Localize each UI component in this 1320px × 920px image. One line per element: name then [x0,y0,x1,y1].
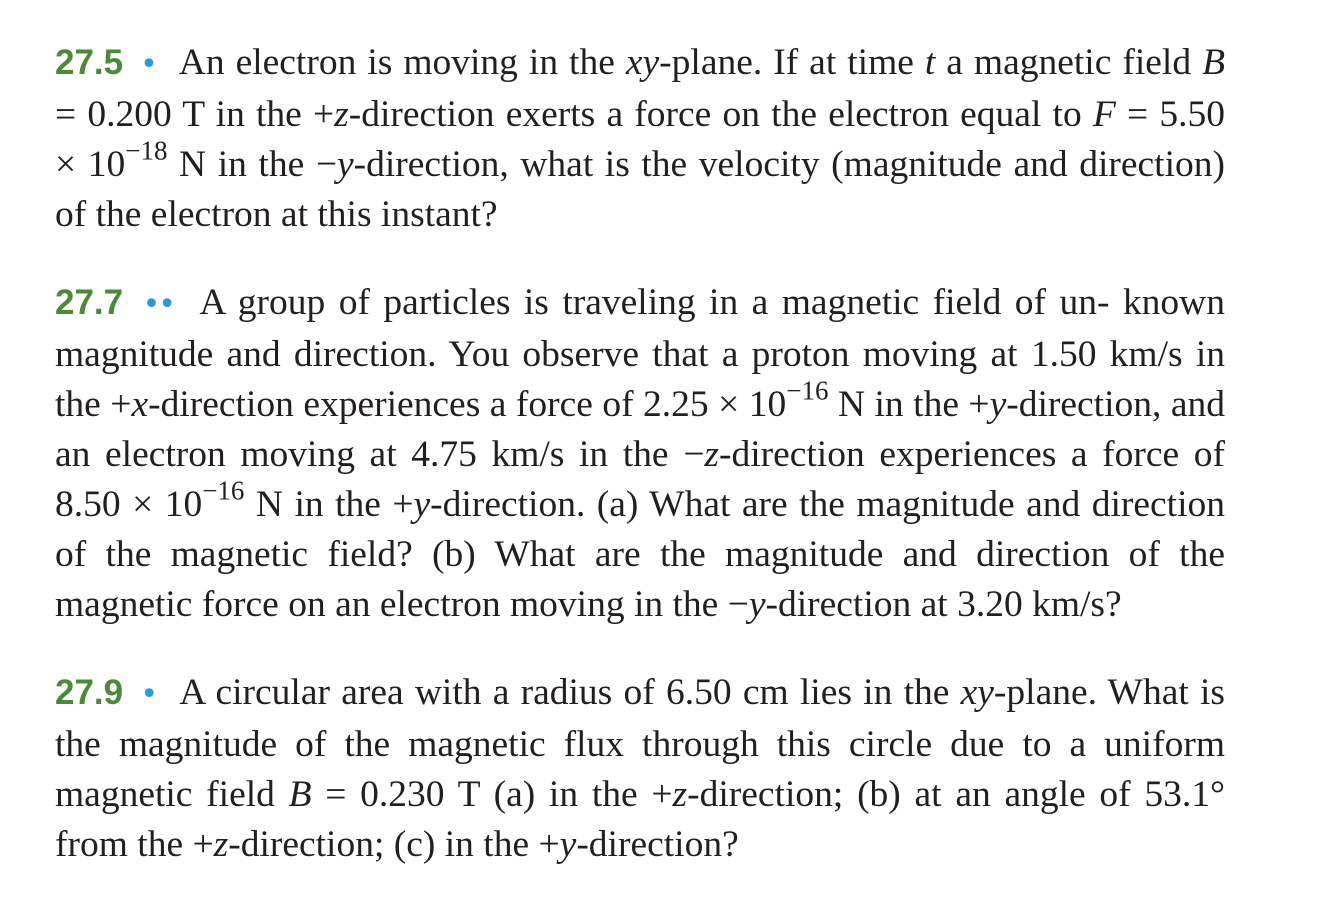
text-line [288,584,1121,625]
problem-27-9 [55,668,1225,870]
math-variable: y [413,484,431,525]
math-variable: z [334,94,349,135]
difficulty-dots-icon: • [140,677,157,712]
text-run: -direction experiences a force of 8.50 × 10 [55,434,1226,525]
text-run: on an electron moving in the − [288,584,749,625]
text-run: = 0.200 T in the + [55,94,335,135]
text-run: -direction; (b) at an [687,774,991,815]
text-run: = 5.50 × 10 [55,94,1225,185]
text-run: A circular area with a radius of 6.50 cm lies in the [179,672,961,713]
text-line [179,42,1112,83]
text-run: N in the [244,484,381,525]
text-run: -plane. If at time [659,42,925,83]
text-run: − [683,434,705,475]
text-run: -direction. (a) What are the magnitude and direction of the magnetic [55,484,1225,575]
math-variable: B [1202,42,1225,83]
math-variable: F [1092,94,1116,135]
problem-27-7 [55,278,1225,630]
text-line [179,672,1097,713]
exponent: −18 [125,135,168,166]
text-run: (magnitude and direction) of the electron at this instant? [55,144,1225,235]
math-variable: y [559,824,577,865]
problem-27-5 [55,38,1225,240]
text-run: An electron is moving in the [178,42,626,83]
math-variable: y [336,144,354,185]
exponent: −16 [786,375,829,406]
exponent: −16 [202,475,245,506]
math-variable: t [924,42,936,83]
problem-number: 27.9 [55,673,124,712]
text-run: -plane. [993,672,1097,713]
text-run: a uniform magnetic field [55,724,1225,815]
math-variable: y [748,584,766,625]
text-run: -direction, what is the velocity [353,144,820,185]
text-run: -direction? [576,824,739,865]
problem-text [55,282,1225,625]
text-run: a magnetic [935,42,1112,83]
problem-number: 27.7 [55,283,124,322]
text-run: + [392,484,414,525]
text-run: -direction experiences a force of 2.25 × 10 [148,384,787,425]
difficulty-dots-icon: •• [142,287,174,322]
math-variable: z [213,824,229,865]
text-run: What is the magnitude of the magnetic flux through this circle due to [55,672,1225,765]
problem-text [55,672,1225,865]
text-run: equal to [960,94,1093,135]
math-variable: z [704,434,719,475]
math-variable: B [288,774,312,815]
text-run: known magnitude and direction. You observe that a proton moving at [55,282,1226,375]
text-run: -direction; (c) in the + [228,824,560,865]
difficulty-dots-icon: • [140,47,156,82]
text-run: -direction, and an electron moving at 4.75 km/s in the [55,384,1225,475]
text-run: field [1122,42,1203,83]
text-run: A group of particles is traveling in a magnetic field of un- [199,282,1110,323]
text-run: field? (b) What are the magnitude and direction of the magnetic force [55,534,1225,625]
text-run: N [828,384,866,425]
text-run: angle of 53.1° from the + [55,774,1226,865]
math-variable: y [989,384,1007,425]
problem-text [55,42,1225,235]
text-run: -direction exerts a force on the electron [348,94,949,135]
math-variable: xy [960,672,994,713]
problem-number: 27.5 [55,43,124,82]
text-run: 1.50 km/s in the + [55,334,1225,425]
text-run: = 0.230 T (a) in the + [311,774,673,815]
math-variable: z [672,774,688,815]
text-line [199,282,1109,323]
text-run: N in the − [167,144,337,185]
text-run: -direction at 3.20 km/s? [765,584,1122,625]
problem-set [55,38,1225,870]
math-variable: x [131,384,149,425]
text-run: in the + [874,384,990,425]
math-variable: xy [625,42,660,83]
